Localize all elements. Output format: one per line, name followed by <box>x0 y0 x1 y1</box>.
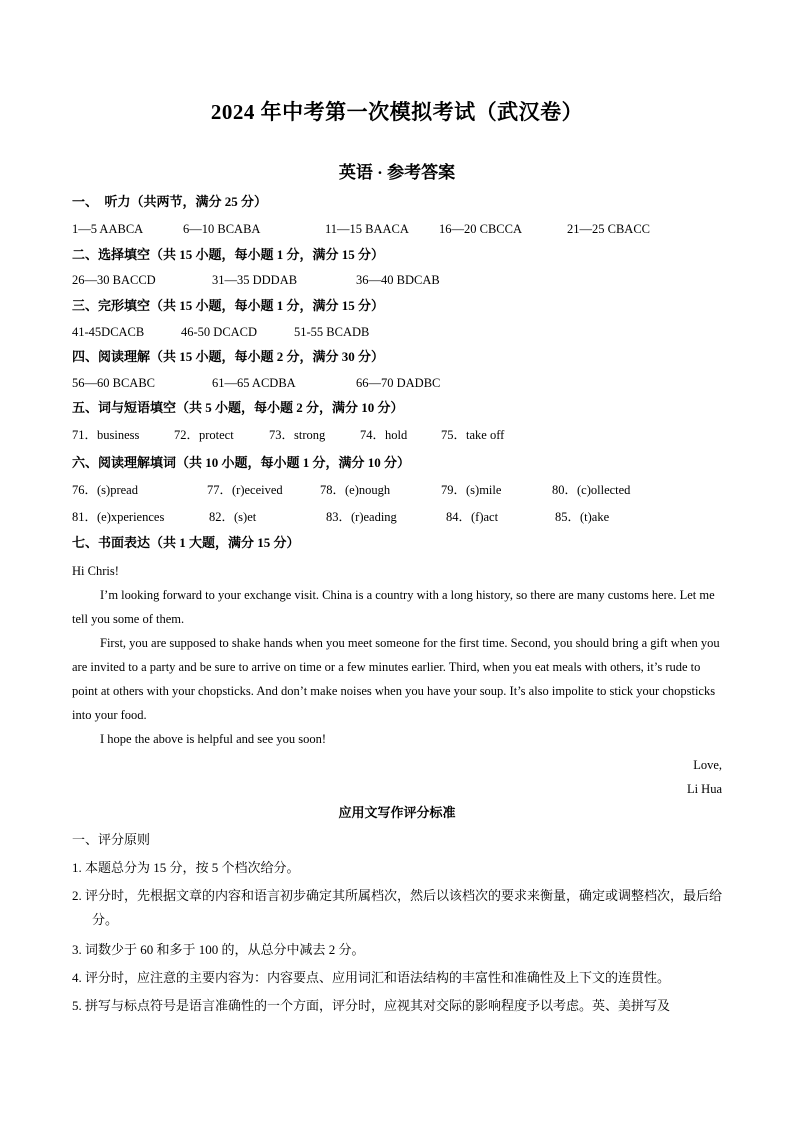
answer-item: 73．strong <box>269 428 326 442</box>
letter-paragraph: I’m looking forward to your exchange visit. China is a country with a long history, so there are many customs here. Let me tell you some of them. <box>72 588 715 626</box>
letter-signature: Li Hua <box>686 782 722 796</box>
section-heading-multiple-choice: 二、选择填空（共 15 小题，每小题 1 分，满分 15 分） <box>72 247 385 262</box>
answer-group: 1—5 AABCA <box>72 222 144 236</box>
scoring-rule: 4. 评分时，应注意的主要内容为：内容要点、应用词汇和语法结构的丰富性和准确性及上下文的连贯性。 <box>72 970 671 985</box>
section-heading-word-fill: 五、词与短语填空（共 5 小题，每小题 2 分，满分 10 分） <box>72 400 404 415</box>
answer-item: 81．(e)xperiences <box>72 510 165 524</box>
letter-closing: Love, <box>693 758 722 772</box>
answer-item: 72．protect <box>174 428 234 442</box>
scoring-rule: 5. 拼写与标点符号是语言准确性的一个方面，评分时，应视其对交际的影响程度予以考虑。英、美拼写及 <box>72 998 671 1013</box>
answer-group: 46-50 DCACD <box>181 325 258 339</box>
page-title: 2024 年中考第一次模拟考试（武汉卷） <box>210 100 584 124</box>
answer-item: 80．(c)ollected <box>552 483 631 497</box>
answer-group: 36—40 BDCAB <box>356 273 440 287</box>
section-heading-listening: 一、 听力（共两节，满分 25 分） <box>72 194 268 209</box>
letter-greeting: Hi Chris! <box>72 564 119 578</box>
answer-item: 71．business <box>72 428 140 442</box>
answer-item: 79．(s)mile <box>441 483 502 497</box>
answer-group: 41-45DCACB <box>72 325 145 339</box>
principles-heading: 一、评分原则 <box>72 832 151 847</box>
answer-group: 26—30 BACCD <box>72 273 156 287</box>
section-heading-cloze: 三、完形填空（共 15 小题，每小题 1 分，满分 15 分） <box>72 298 385 313</box>
scoring-rule: 3. 词数少于 60 和多于 100 的，从总分中减去 2 分。 <box>72 942 365 957</box>
answer-group: 31—35 DDDAB <box>212 273 298 287</box>
section-heading-reading-fill: 六、阅读理解填词（共 10 小题，每小题 1 分，满分 10 分） <box>72 455 411 470</box>
letter-paragraph: I hope the above is helpful and see you soon! <box>100 732 326 746</box>
scoring-heading: 应用文写作评分标准 <box>338 805 456 820</box>
scoring-rule: 2. 评分时，先根据文章的内容和语言初步确定其所属档次，然后以该档次的要求来衡量，确定或调整档次，最后给分。 <box>72 888 723 927</box>
scoring-rule: 1. 本题总分为 15 分，按 5 个档次给分。 <box>72 860 300 875</box>
letter-paragraph: First, you are supposed to shake hands when you meet someone for the first time. Second, you should bring a gift when you are invited to a party and be sure to arrive on time or a few minutes earlier. Third, when you eat meals with others, it’s rude to point at others with your chopsticks. And don’t make noises when you have your soup. It’s also impolite to stick your chopsticks into your food. <box>72 636 720 722</box>
page-subtitle: 英语 · 参考答案 <box>338 163 456 182</box>
answer-group: 51-55 BCADB <box>294 325 370 339</box>
answer-group: 11—15 BAACA <box>325 222 409 236</box>
answer-item: 78．(e)nough <box>320 483 391 497</box>
answer-item: 74．hold <box>360 428 408 442</box>
section-heading-writing: 七、书面表达（共 1 大题，满分 15 分） <box>72 535 300 550</box>
answer-item: 85．(t)ake <box>555 510 610 524</box>
answer-group: 66—70 DADBC <box>356 376 441 390</box>
answer-item: 83．(r)eading <box>326 510 397 524</box>
answer-item: 76．(s)pread <box>72 483 138 497</box>
answer-group: 61—65 ACDBA <box>212 376 296 390</box>
section-heading-reading: 四、阅读理解（共 15 小题，每小题 2 分，满分 30 分） <box>72 349 385 364</box>
answer-group: 56—60 BCABC <box>72 376 156 390</box>
answer-group: 16—20 CBCCA <box>439 222 523 236</box>
answer-group: 6—10 BCABA <box>183 222 261 236</box>
answer-item: 77．(r)eceived <box>207 483 283 497</box>
answer-item: 75．take off <box>441 428 505 442</box>
answer-group: 21—25 CBACC <box>567 222 651 236</box>
answer-item: 84．(f)act <box>446 510 499 524</box>
answer-item: 82．(s)et <box>209 510 257 524</box>
